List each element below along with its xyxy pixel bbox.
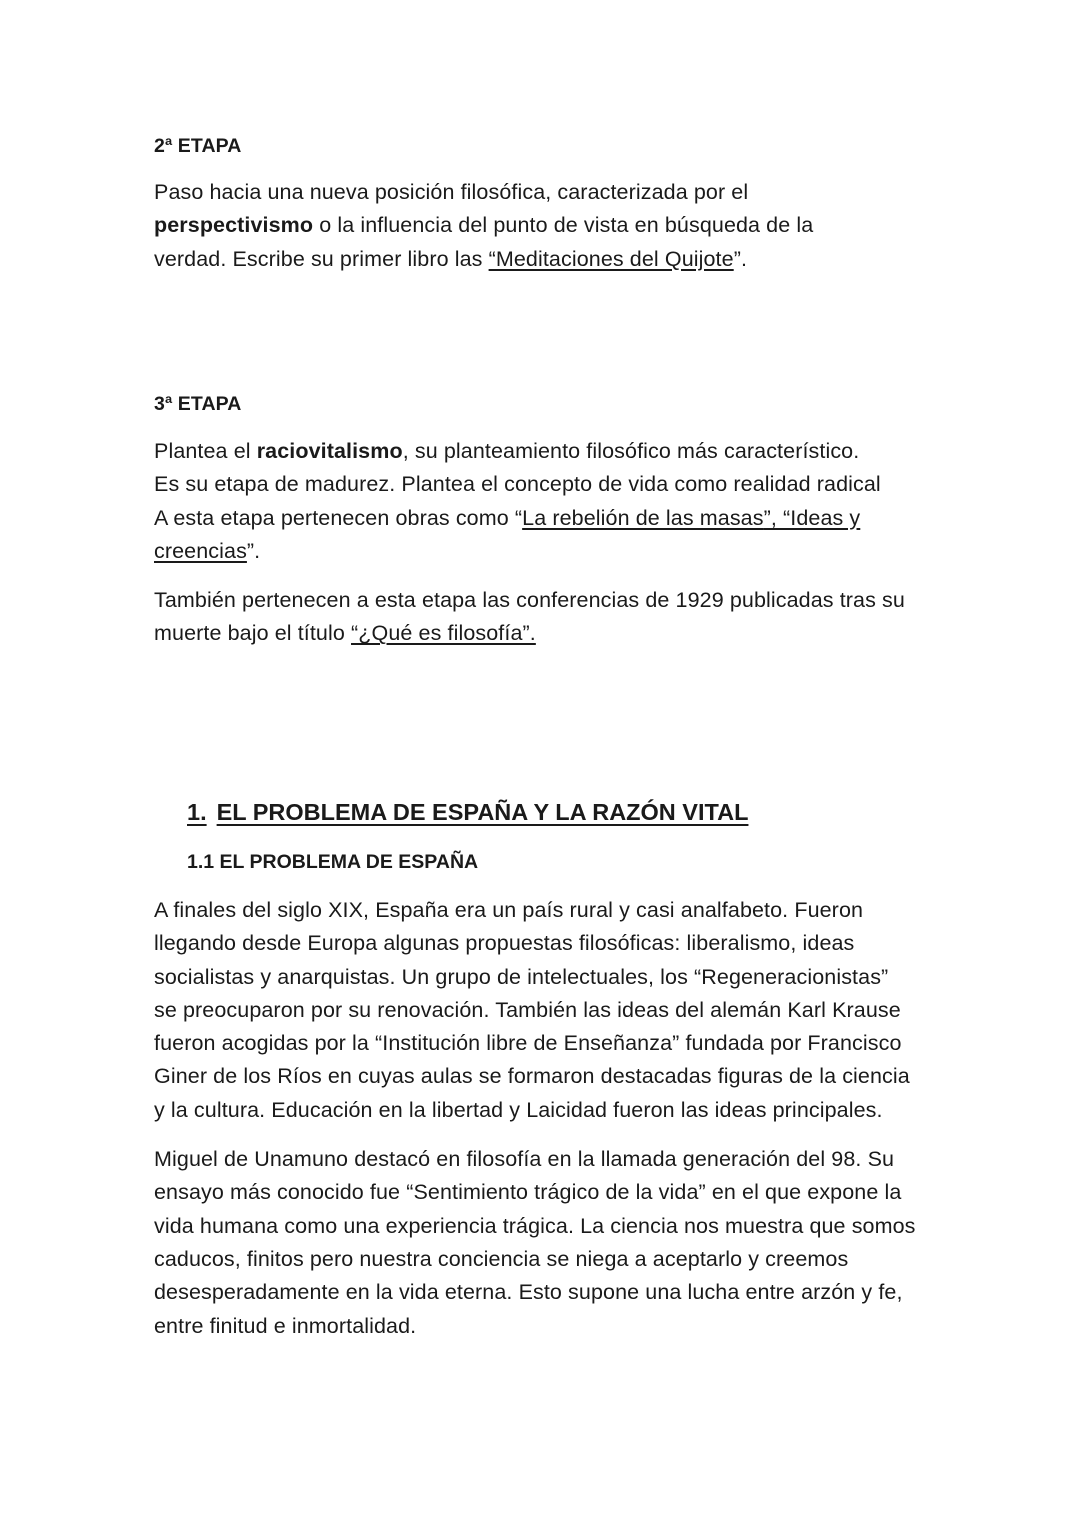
text-run: Paso hacia una nueva posición filosófica, caracterizada por el xyxy=(154,180,749,204)
etapa-3-text xyxy=(154,435,934,651)
text-run: o la influencia del punto de vista en búsqueda de la verdad. Escribe su primer libro las xyxy=(154,213,814,271)
etapa-2-text xyxy=(154,176,864,276)
section-number: 1. xyxy=(187,799,207,825)
book-title-meditaciones: “Meditaciones del Quijote xyxy=(488,246,734,271)
text-run: A esta etapa pertenecen obras como “ xyxy=(154,505,523,530)
text-run: ”. xyxy=(246,538,261,563)
text-run: Es su etapa de madurez. Plantea el concepto de vida como realidad radical xyxy=(154,472,881,497)
etapa-3-paragraph-2 xyxy=(154,584,924,651)
text-run: ”, xyxy=(763,505,783,530)
etapa-2-paragraph xyxy=(154,176,864,276)
subsection-heading: 1.1 EL PROBLEMA DE ESPAÑA xyxy=(187,851,479,873)
section-1-paragraph-2: Miguel de Unamuno destacó en filosofía en la llamada generación del 98. Su ensayo más conocido fue “Sentimiento trágico de la vida” en el que expone la vida humana como una experiencia trágica. La ciencia nos muestra que somos caducos, finitos pero nuestra conciencia se niega a aceptarlo y creemos desesperadamente en la vida eterna. Esto supone una lucha entre arzón y fe, entre finitud e inmortalidad. xyxy=(154,1147,916,1338)
book-title-rebelion: La rebelión de las masas xyxy=(522,505,764,530)
section-1-paragraph-1: A finales del siglo XIX, España era un país rural y casi analfabeto. Fueron llegando desde Europa algunas propuestas filosóficas: liberalismo, ideas socialistas y anarquistas. Un grupo de intelectuales, los “Regeneracionistas” se preocuparon por su renovación. También las ideas del alemán Karl Krause fueron acogidas por la “Institución libre de Enseñanza” fundada por Francisco Giner de los Ríos en cuyas aulas se formaron destacadas figuras de la ciencia y la cultura. Educación en la libertad y Laicidad fueron las ideas principales. xyxy=(154,898,910,1122)
etapa-3-paragraph-1 xyxy=(154,435,934,568)
section-1-text xyxy=(154,894,914,1343)
text-run: ”. xyxy=(733,246,748,271)
text-run: , su planteamiento filosófico más característico. xyxy=(402,439,860,463)
etapa-3-heading: 3ª ETAPA xyxy=(154,393,242,415)
book-title-que-es-filosofia: “¿Qué es filosofía”. xyxy=(351,621,536,646)
etapa-2-heading: 2ª ETAPA xyxy=(154,135,242,157)
section-1-heading xyxy=(187,797,748,827)
book-title-ideas-creencias: “Ideas y creencias xyxy=(154,505,861,563)
term-perspectivismo: perspectivismo xyxy=(154,213,314,238)
text-run: Plantea el xyxy=(154,439,257,463)
term-raciovitalismo: raciovitalismo xyxy=(256,439,403,463)
text-run: También pertenecen a esta etapa las conferencias de 1929 publicadas tras su muerte bajo el título xyxy=(154,588,905,646)
section-title: EL PROBLEMA DE ESPAÑA Y LA RAZÓN VITAL xyxy=(216,799,749,825)
